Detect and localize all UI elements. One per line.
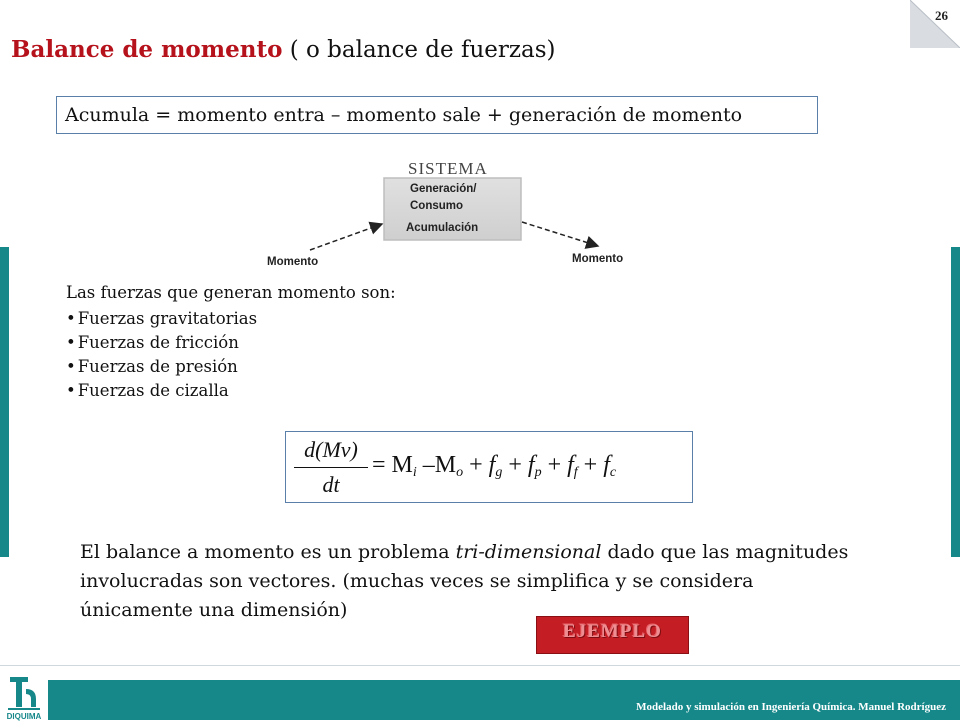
slide-title [11,36,555,63]
eq-sub-o: o [456,465,464,480]
title-normal: ( o balance de fuerzas) [282,37,556,63]
eq-plus: + [469,452,483,478]
equation-rhs [372,452,616,481]
fraction-denominator: dt [322,472,340,497]
title-bold: Balance de momento [11,36,283,63]
eq-m-in: M [391,452,413,478]
system-diagram [258,154,648,272]
eq-plus: + [547,452,562,478]
paragraph-part2: dado que las magnitudes involucradas son vectores. (muchas veces se simplifica y se considera únicamente una dimensión) [80,541,849,621]
eq-f-f: f [567,452,574,478]
outflow-label: Momento [572,253,624,265]
eq-sub-p: p [534,465,542,480]
list-item: • Fuerzas de fricción [66,331,257,355]
system-label: SISTEMA [408,159,488,178]
fraction-bar [294,467,368,468]
page-number: 26 [935,8,948,23]
paragraph-part1: El balance a momento es un problema [80,541,456,563]
logo-label: DIQUIMA [6,712,42,721]
eq-sub-f: f [573,465,578,480]
inflow-arrow [310,224,382,250]
box-line-generation: Generación/ [410,183,477,195]
derivative-fraction [294,436,368,499]
example-button[interactable]: EJEMPLO [536,616,689,654]
list-item: • Fuerzas gravitatorias [66,307,257,331]
eq-sub-c: c [609,465,617,480]
list-item: • Fuerzas de cizalla [66,379,257,403]
momentum-equation [285,431,693,503]
forces-list [66,307,257,403]
paragraph-italic: tri-dimensional [455,541,602,563]
eq-f-p: f [527,452,535,478]
eq-f-c: f [603,452,610,478]
footer-divider [0,665,960,666]
footer-text: Modelado y simulación en Ingeniería Química. Manuel Rodríguez [636,701,946,713]
outflow-arrow [522,222,598,246]
left-accent-bar [0,247,9,557]
eq-plus: + [583,452,598,478]
eq-plus: + [508,452,522,478]
fraction-numerator: d(Mv) [304,437,358,462]
footer-bar [48,680,960,720]
box-line-accumulation: Acumulación [406,222,479,234]
forces-intro: Las fuerzas que generan momento son: [66,283,396,302]
eq-m-out: M [434,452,457,478]
eq-minus: – [422,452,435,478]
eq-sub-g: g [495,465,503,480]
balance-statement-box: Acumula = momento entra – momento sale + generación de momento [56,96,818,134]
inflow-label: Momento [267,256,319,268]
eq-sub-i: i [412,465,417,480]
eq-f-g: f [488,452,496,478]
list-item: • Fuerzas de presión [66,355,257,379]
eq-equals: = [372,452,386,478]
box-line-consumption: Consumo [410,200,464,212]
right-accent-bar [951,247,960,557]
explanation-paragraph [80,538,860,625]
